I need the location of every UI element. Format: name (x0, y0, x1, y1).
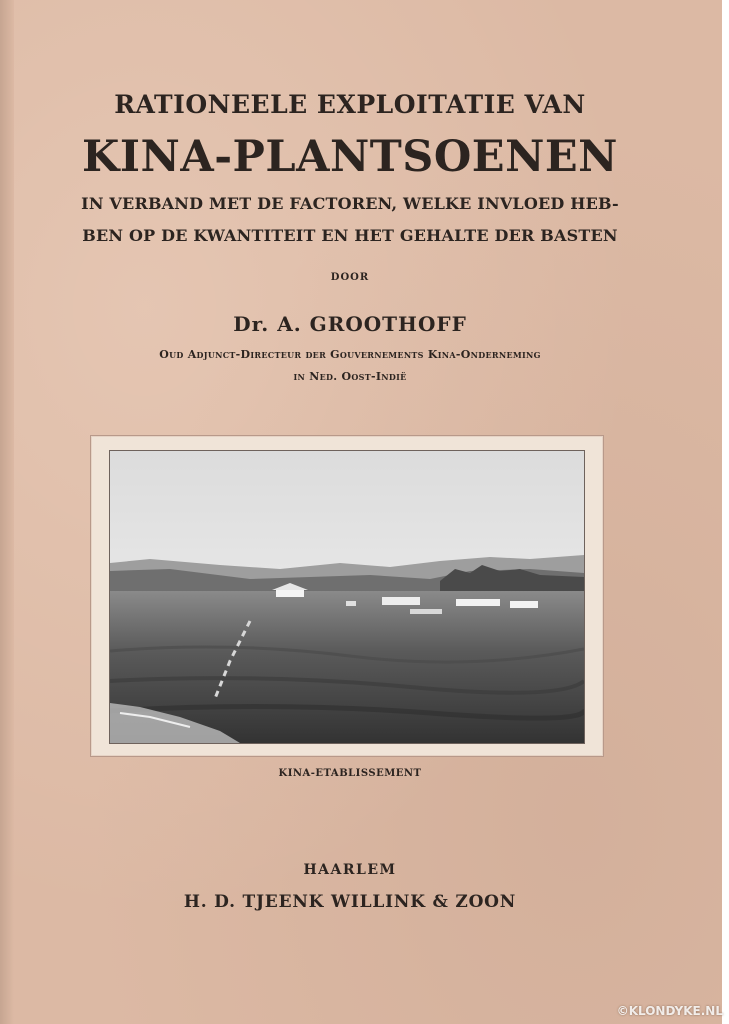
author-affiliation-line-1: Oud Adjunct-Directeur der Gouvernements Kina-Onderneming (159, 348, 541, 361)
author-name: Dr. A. GROOTHOFF (233, 312, 467, 336)
publisher-name: H. D. TJEENK WILLINK & ZOON (183, 892, 517, 912)
plantation-photo (109, 450, 585, 744)
subtitle-line-2: BEN OP DE KWANTITEIT EN HET GEHALTE DER BASTEN (82, 226, 618, 245)
watermark: ©KLONDYKE.NL (616, 1004, 723, 1018)
author-affiliation-line-2: in Ned. Oost-Indië (293, 370, 407, 383)
publisher-city: HAARLEM (303, 862, 397, 878)
photo-caption: KINA-ETABLISSEMENT (278, 768, 422, 779)
subtitle-line-1: IN VERBAND MET DE FACTOREN, WELKE INVLOED HEB- (81, 194, 619, 213)
title-line-1: RATIONEELE EXPLOITATIE VAN (114, 90, 586, 119)
byline-door: DOOR (330, 272, 370, 283)
title-main: KINA-PLANTSOENEN (82, 132, 618, 182)
photo-mount (90, 435, 604, 757)
